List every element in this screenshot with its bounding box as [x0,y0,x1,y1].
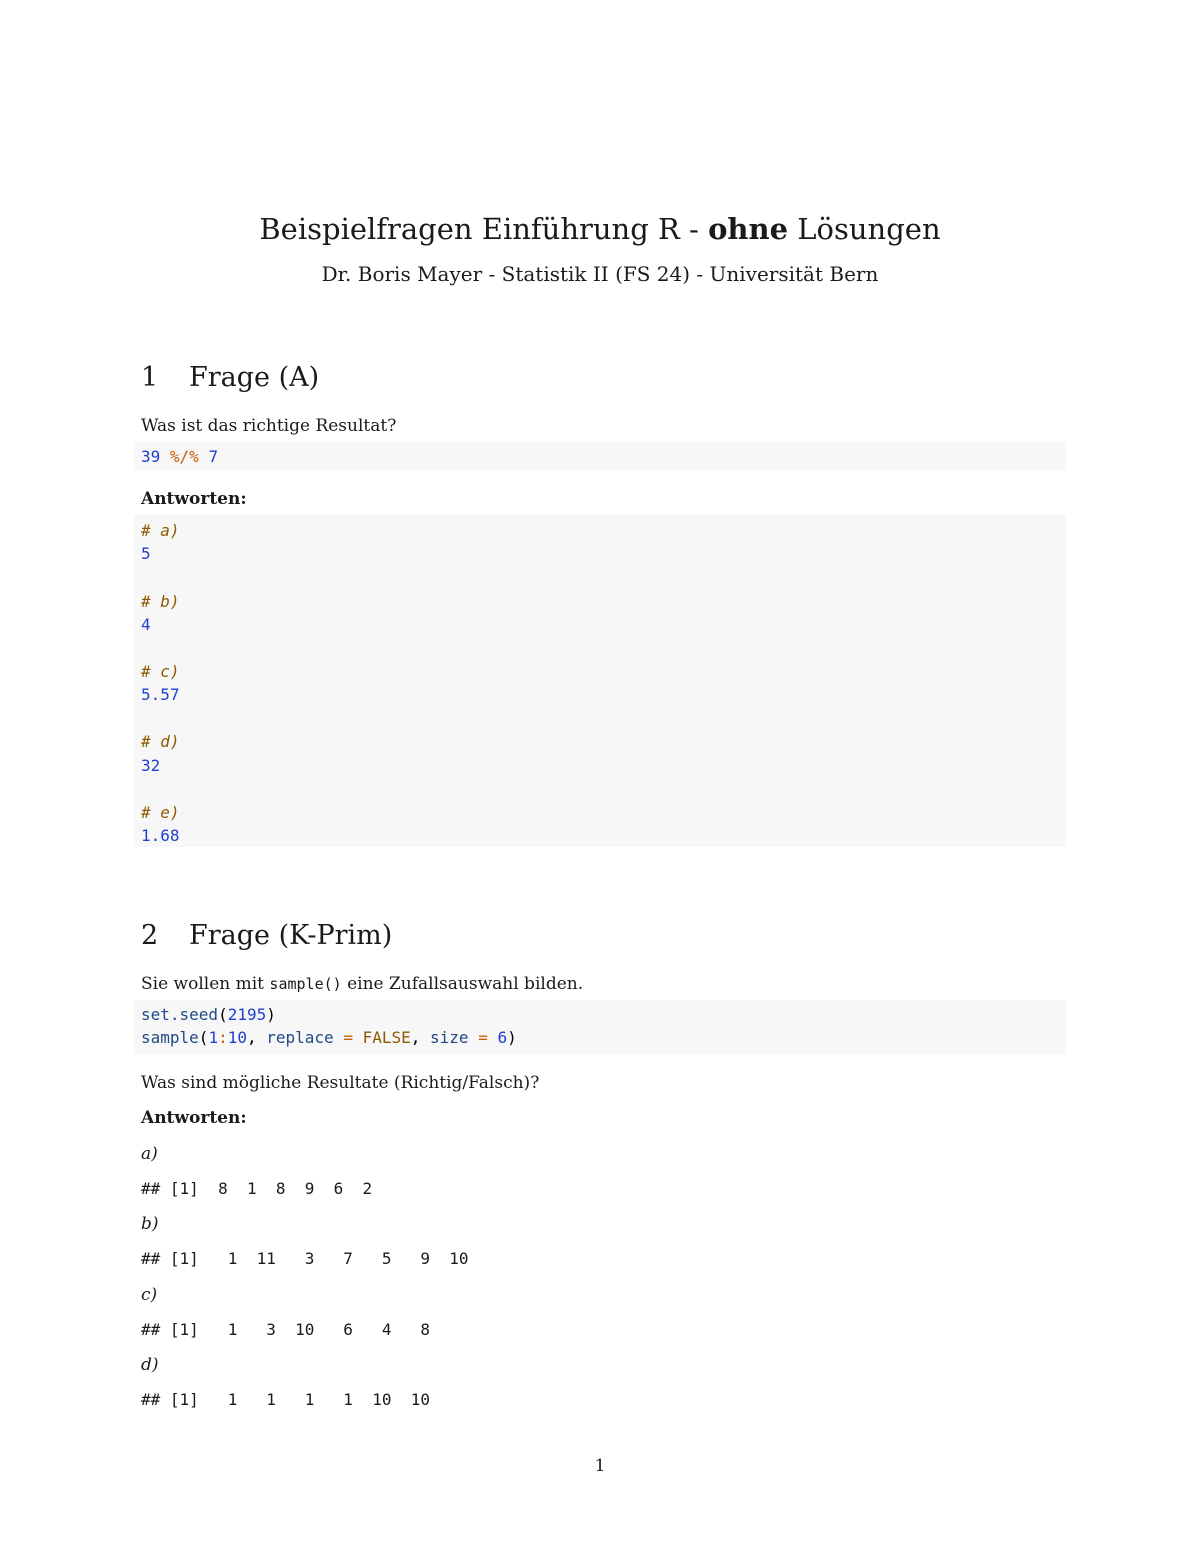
title-part1: Beispielfragen Einführung R - [259,212,709,246]
code-number: 10 [227,1028,247,1047]
question-prompt [141,974,583,994]
code-operator: %/% [169,447,199,466]
answer-comment: # c) [141,662,180,681]
section-title: Frage (A) [189,362,320,393]
answer-comment: # e) [141,803,180,822]
option-output: ## [1] 1 11 3 7 5 9 10 [141,1249,469,1268]
answer-value: 1.68 [141,826,180,845]
code-number: 6 [497,1028,508,1047]
answer-value: 4 [141,615,151,634]
code-number: 1 [208,1028,219,1047]
section-number: 2 [141,920,159,951]
page-number: 1 [594,1456,606,1476]
code-comma: , [410,1028,431,1047]
option-label: b) [141,1214,159,1234]
section-heading-q2 [141,920,392,951]
option-label: c) [141,1285,158,1305]
title-bold: ohne [708,212,789,246]
page-title [0,212,1200,246]
prompt-text: eine Zufallsauswahl bilden. [341,974,584,994]
code-argument: size [430,1028,469,1047]
code-paren: ( [218,1005,228,1024]
question-prompt: Was ist das richtige Resultat? [141,416,397,436]
question-text: Was sind mögliche Resultate (Richtig/Falsch)? [141,1073,540,1093]
inline-code: sample() [269,975,342,993]
option-output: ## [1] 1 3 10 6 4 8 [141,1320,430,1339]
code-operator: = [468,1028,498,1047]
option-output: ## [1] 8 1 8 9 6 2 [141,1179,373,1198]
answer-comment: # b) [141,592,180,611]
section-title: Frage (K-Prim) [189,920,393,951]
code-constant: FALSE [362,1028,411,1047]
section-heading-q1 [141,362,319,393]
answers-code-block [134,515,1066,847]
option-output: ## [1] 1 1 1 1 10 10 [141,1390,430,1409]
title-part2: Lösungen [788,212,941,246]
answers-label: Antworten: [141,489,247,509]
answer-comment: # d) [141,732,180,751]
code-operator: : [218,1028,228,1047]
code-paren: ( [198,1028,209,1047]
code-number: 2195 [227,1005,267,1024]
answer-value: 5.57 [141,685,180,704]
page-subtitle: Dr. Boris Mayer - Statistik II (FS 24) - Universität Bern [321,262,879,286]
code-function: sample [141,1028,199,1047]
code-line [141,1005,276,1024]
answers-label: Antworten: [141,1108,247,1128]
section-number: 1 [141,362,159,393]
prompt-text: Sie wollen mit [141,974,270,994]
code-argument: replace [266,1028,334,1047]
code-block [134,442,1066,470]
option-label: d) [141,1355,159,1375]
code-operator: = [333,1028,363,1047]
code-function: set.seed [141,1005,219,1024]
code-number: 7 [208,447,219,466]
option-label: a) [141,1144,158,1164]
answer-value: 5 [141,544,151,563]
code-comma: , [246,1028,267,1047]
code-number: 39 [141,447,161,466]
answer-comment: # a) [141,521,180,540]
code-paren: ) [507,1028,517,1047]
answer-value: 32 [141,756,161,775]
code-line [141,447,218,466]
code-line [141,1028,517,1047]
code-paren: ) [266,1005,276,1024]
